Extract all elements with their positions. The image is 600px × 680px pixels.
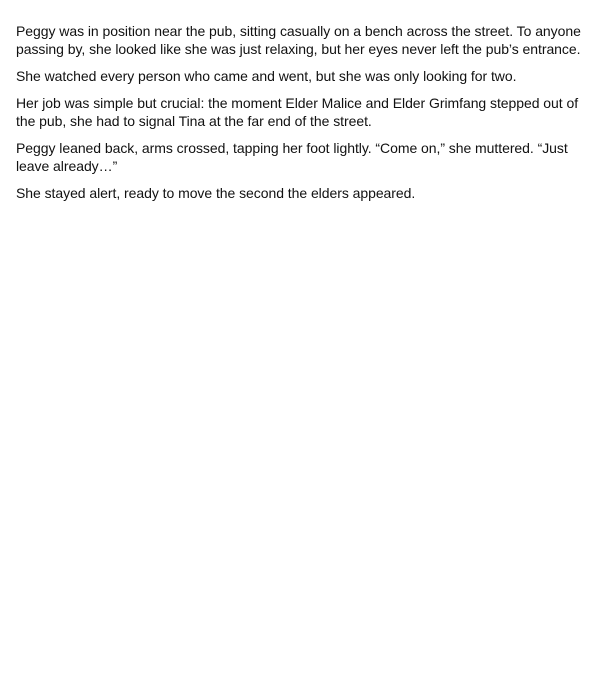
story-text [16, 22, 586, 202]
paragraph-3: Her job was simple but crucial: the moment Elder Malice and Elder Grimfang stepped out of the pub, she had to signal Tina at the far end of the street. [16, 95, 579, 129]
paragraph-5: She stayed alert, ready to move the second the elders appeared. [16, 185, 416, 201]
paragraph-2: She watched every person who came and went, but she was only looking for two. [16, 68, 517, 84]
paragraph-4: Peggy leaned back, arms crossed, tapping her foot lightly. “Come on,” she muttered. “Just leave already…” [16, 140, 568, 174]
paragraph-1: Peggy was in position near the pub, sitting casually on a bench across the street. To anyone passing by, she looked like she was just relaxing, but her eyes never left the pub’s entrance. [16, 23, 581, 57]
